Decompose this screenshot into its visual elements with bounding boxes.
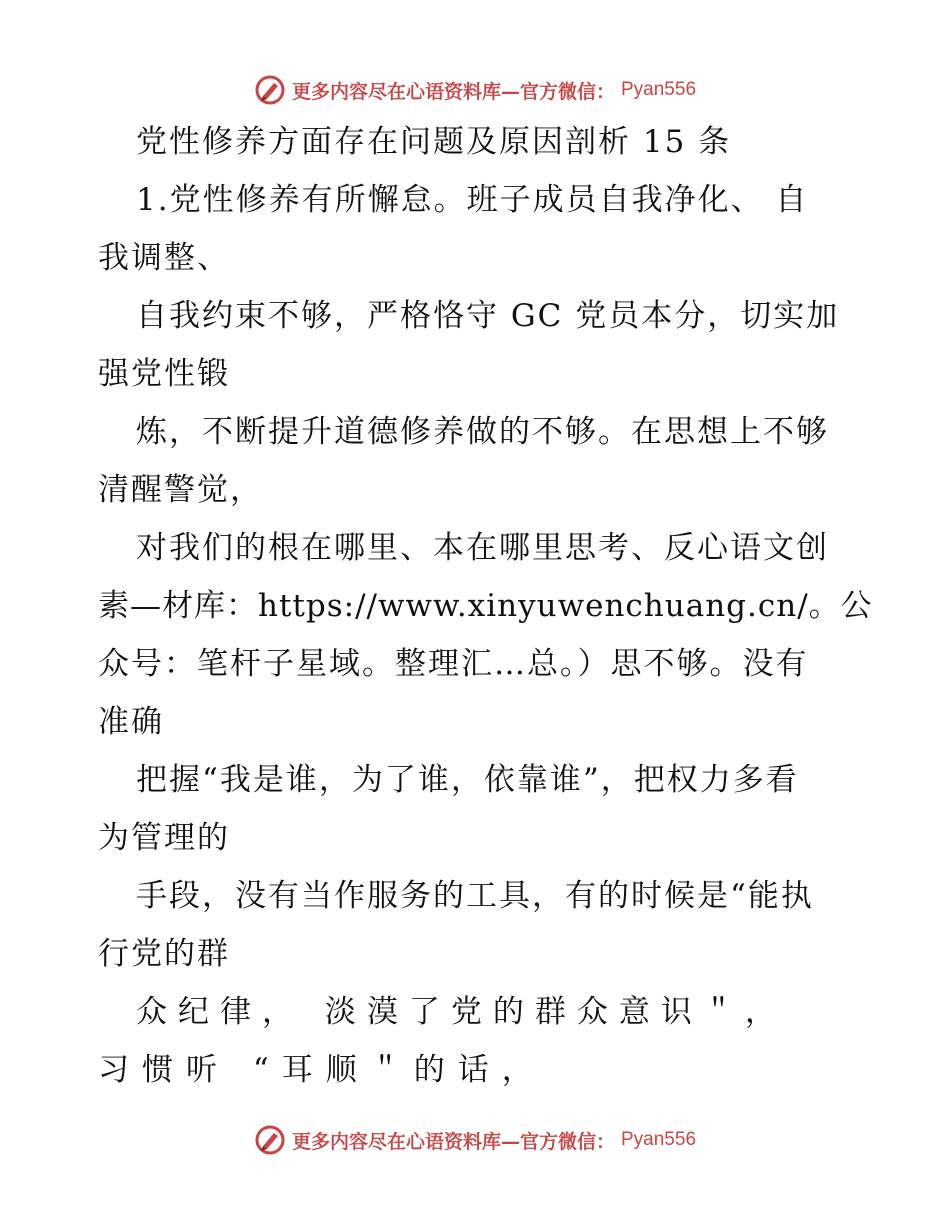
text-line: 炼，不断提升道德修养做的不够。在思想上不够 [136,414,829,450]
footer-banner [0,1120,950,1160]
text-line: 为管理的 [98,820,230,856]
text-line: 对我们的根在哪里、本在哪里思考、反心语文创 [136,530,829,566]
pen-seal-icon [254,1124,286,1156]
text-line: 清醒警觉， [98,472,263,508]
banner-contact: Pyan556 [621,1129,697,1150]
text-line: 手段，没有当作服务的工具，有的时候是“能执 [136,878,814,914]
pen-seal-icon [254,74,286,106]
text-line: 素—材库：https://www.xinyuwenchuang.cn/。公 [98,588,873,624]
text-line: 准确 [98,704,164,740]
text-line: 习惯听 “耳顺＂的话， [98,1052,546,1088]
text-line: 众号：笔杆子星域。整理汇…总。）思不够。没有 [98,646,809,682]
banner-contact: Pyan556 [621,79,697,100]
banner-text: 更多内容尽在心语资料库—官方微信： [291,1130,615,1153]
text-line: 我调整、 [98,240,230,276]
text-line: 行党的群 [98,936,230,972]
text-line: 众纪律， 淡漠了党的群众意识＂， [136,994,787,1030]
text-line: 把握“我是谁，为了谁，依靠谁”，把权力多看 [136,762,799,798]
text-line: 1.党性修养有所懈怠。班子成员自我净化、 自 [136,182,809,218]
text-line: 强党性锻 [98,356,230,392]
text-line: 自我约束不够，严格恪守 GC 党员本分，切实加 [136,298,840,334]
banner-text: 更多内容尽在心语资料库—官方微信： [291,80,615,103]
header-banner [0,70,950,110]
document-title: 党性修养方面存在问题及原因剖析 15 条 [136,124,732,160]
